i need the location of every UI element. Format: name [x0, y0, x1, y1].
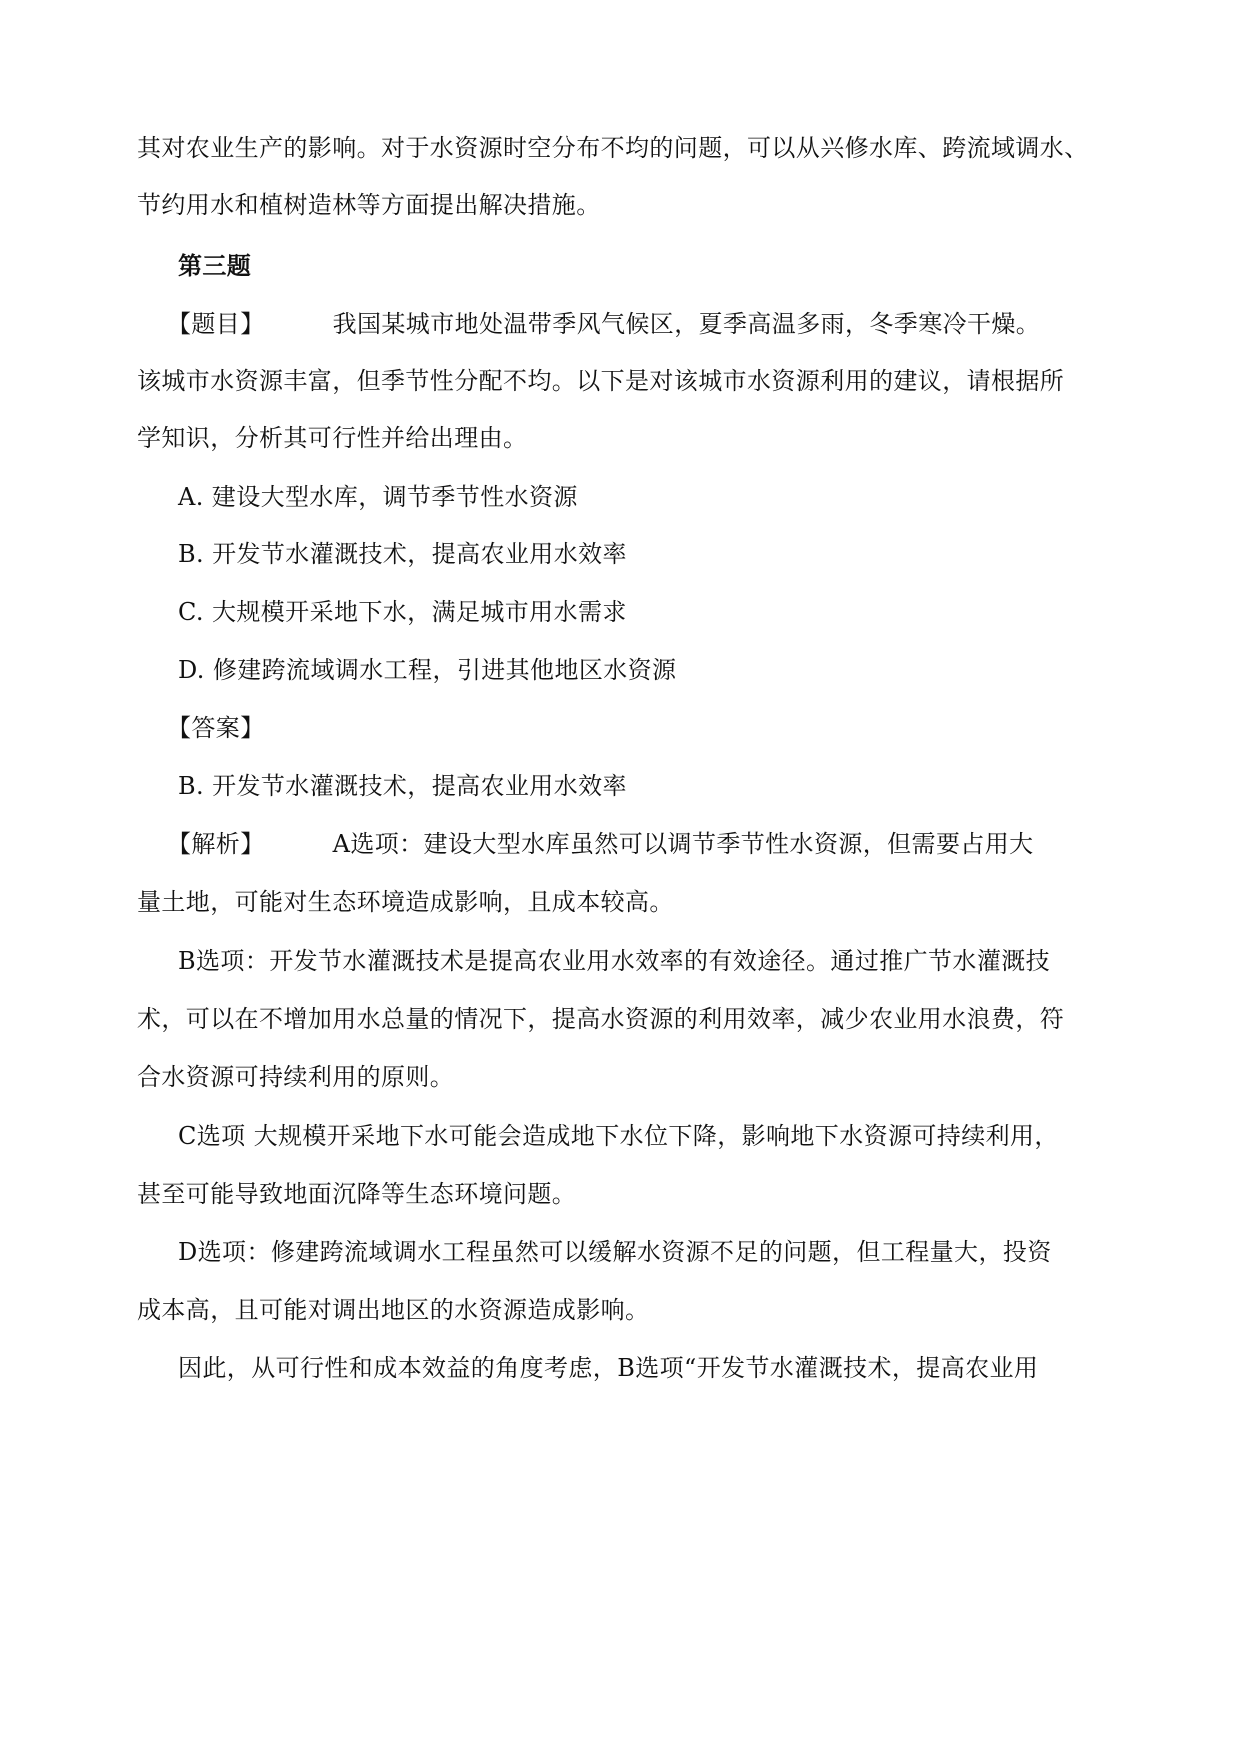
- question-text-3: 学知识，分析其可行性并给出理由。: [137, 424, 528, 452]
- question-first-line: [167, 308, 1040, 340]
- analysis-conclusion: 因此，从可行性和成本效益的角度考虑，B选项“开发节水灌溉技术，提高农业用: [178, 1354, 1039, 1382]
- section-title: 第三题: [178, 251, 252, 280]
- analysis-d-line-1: D选项：修建跨流域调水工程虽然可以缓解水资源不足的问题，但工程量大，投资: [178, 1238, 1052, 1266]
- analysis-b-line-1: B选项：开发节水灌溉技术是提高农业用水效率的有效途径。通过推广节水灌溉技: [178, 947, 1051, 975]
- analysis-c-line-2: 甚至可能导致地面沉降等生态环境问题。: [137, 1180, 577, 1208]
- analysis-b-line-2: 术，可以在不增加用水总量的情况下，提高水资源的利用效率，减少农业用水浪费，符: [137, 1005, 1065, 1033]
- option-c: C. 大规模开采地下水，满足城市用水需求: [178, 598, 627, 626]
- analysis-tag: 【解析】: [167, 830, 265, 858]
- option-d: D. 修建跨流域调水工程，引进其他地区水资源: [178, 656, 677, 684]
- analysis-first-line: [167, 828, 1034, 860]
- intro-line-1: 其对农业生产的影响。对于水资源时空分布不均的问题，可以从兴修水库、跨流域调水、: [137, 134, 1089, 162]
- question-text-1: 我国某城市地处温带季风气候区，夏季高温多雨，冬季寒冷干燥。: [332, 310, 1041, 338]
- question-text-2: 该城市水资源丰富，但季节性分配不均。以下是对该城市水资源利用的建议，请根据所: [137, 367, 1065, 395]
- option-b: B. 开发节水灌溉技术，提高农业用水效率: [178, 540, 627, 568]
- intro-line-2: 节约用水和植树造林等方面提出解决措施。: [137, 191, 601, 219]
- question-tag: 【题目】: [167, 310, 265, 338]
- answer-tag: 【答案】: [167, 714, 265, 742]
- analysis-d-line-2: 成本高，且可能对调出地区的水资源造成影响。: [137, 1296, 650, 1324]
- option-a: A. 建设大型水库，调节季节性水资源: [178, 483, 578, 511]
- analysis-a-line-2: 量土地，可能对生态环境造成影响，且成本较高。: [137, 888, 674, 916]
- analysis-c-line-1: C选项 大规模开采地下水可能会造成地下水位下降，影响地下水资源可持续利用，: [178, 1122, 1059, 1150]
- analysis-a-line-1: A选项：建设大型水库虽然可以调节季节性水资源，但需要占用大: [332, 830, 1034, 858]
- answer-text: B. 开发节水灌溉技术，提高农业用水效率: [178, 772, 627, 800]
- analysis-b-line-3: 合水资源可持续利用的原则。: [137, 1063, 455, 1091]
